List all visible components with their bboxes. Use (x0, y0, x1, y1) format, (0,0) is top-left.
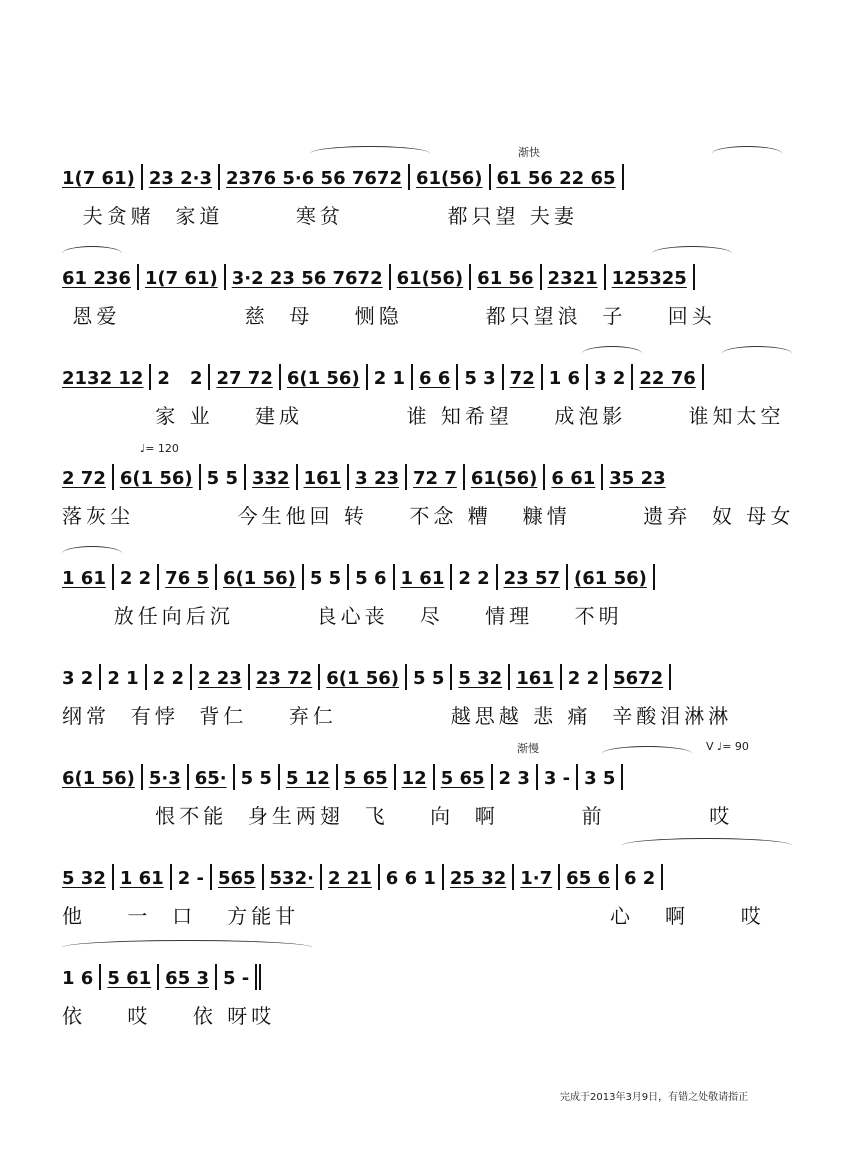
barline (450, 564, 452, 590)
measure: 5672 (613, 668, 664, 689)
measure: 5 65 (440, 768, 485, 789)
barline (389, 264, 391, 290)
barline (248, 664, 250, 690)
measure: 2 1 (373, 368, 406, 389)
barline (601, 464, 603, 490)
barline (405, 464, 407, 490)
measure: 6 6 (419, 368, 451, 389)
barline (215, 964, 217, 990)
measure: 1 61 (119, 868, 164, 889)
barline (170, 864, 172, 890)
measure: 65 6 (566, 868, 611, 889)
lyrics-row: 依 哎 依 呀哎 (62, 1004, 276, 1028)
barline (586, 364, 588, 390)
barline (262, 864, 264, 890)
measure: 1 61 (400, 568, 445, 589)
measure: 25 32 (449, 868, 507, 889)
notation-row (62, 660, 792, 690)
barline (411, 364, 413, 390)
barline (347, 464, 349, 490)
barline (450, 664, 452, 690)
measure: 23 2·3 (148, 168, 213, 189)
measure: 2 2 (119, 568, 152, 589)
barline (566, 564, 568, 590)
barline (224, 264, 226, 290)
barline (278, 764, 280, 790)
barline (336, 764, 338, 790)
barline (302, 564, 304, 590)
measure: 2132 12 (62, 368, 144, 389)
slur (602, 746, 692, 761)
barline (190, 664, 192, 690)
measure: 5 61 (107, 968, 152, 989)
barline (405, 664, 407, 690)
measure: 5·3 (148, 768, 181, 789)
barline (199, 464, 201, 490)
barline (347, 564, 349, 590)
slur (582, 346, 642, 361)
barline (378, 864, 380, 890)
measure: 2 3 (498, 768, 530, 789)
barline (693, 264, 695, 290)
notation-row (62, 960, 792, 990)
measure: 3·2 23 56 7672 (231, 268, 383, 289)
barline (233, 764, 235, 790)
notation-row (62, 460, 792, 490)
barline (540, 264, 542, 290)
barline (536, 764, 538, 790)
barline (491, 764, 493, 790)
measure: 23 57 (503, 568, 561, 589)
slur (722, 346, 792, 361)
barline (560, 664, 562, 690)
barline (318, 664, 320, 690)
measure: 61 236 (62, 268, 131, 289)
barline (621, 764, 623, 790)
barline (149, 364, 151, 390)
barline (489, 164, 491, 190)
barline (208, 364, 210, 390)
measure: 6 61 (551, 468, 596, 489)
measure: 6(1 56) (62, 768, 135, 789)
barline (653, 564, 655, 590)
barline (218, 164, 220, 190)
barline (99, 964, 101, 990)
measure: 6 2 (624, 868, 656, 889)
measure: 161 (303, 468, 342, 489)
measure: 61 56 (477, 268, 534, 289)
barline (145, 664, 147, 690)
barline (296, 464, 298, 490)
measure: 2 2 (458, 568, 490, 589)
barline (543, 464, 545, 490)
barline (112, 864, 114, 890)
measure: 5 65 (343, 768, 388, 789)
tempo-marking: 渐慢 (517, 742, 539, 755)
lyrics-row: 他 一 口 方能甘 心 啊 哎 (62, 904, 765, 928)
barline (279, 364, 281, 390)
barline (141, 164, 143, 190)
measure: 1 61 (62, 568, 106, 589)
measure: 35 23 (609, 468, 666, 489)
barline (622, 164, 624, 190)
measure: 1·7 (520, 868, 553, 889)
lyrics-row: 恩爱 慈 母 恻隐 都只望浪 子 回头 (62, 304, 716, 328)
measure: 5 12 (285, 768, 330, 789)
barline (157, 564, 159, 590)
measure: 3 2 (62, 668, 94, 689)
measure: 65 3 (165, 968, 210, 989)
notation-row (62, 760, 792, 790)
barline (616, 864, 618, 890)
measure: 2 72 (62, 468, 106, 489)
measure: 6(1 56) (119, 468, 193, 489)
barline (631, 364, 633, 390)
measure: 2 21 (327, 868, 372, 889)
measure: 2 - (177, 868, 204, 889)
slur (62, 940, 312, 955)
barline (112, 564, 114, 590)
barline (442, 864, 444, 890)
barline (187, 764, 189, 790)
measure: 27 72 (216, 368, 273, 389)
notation-row (62, 860, 792, 890)
lyrics-row: 放任向后沉 良心丧 尽 情理 不明 (62, 604, 623, 628)
barline (394, 764, 396, 790)
measure: 76 5 (165, 568, 210, 589)
tempo-marking: ♩= 120 (140, 442, 179, 455)
measure: 2376 5·6 56 7672 (226, 168, 402, 189)
barline (661, 864, 663, 890)
measure: 3 5 (584, 768, 616, 789)
measure: 332 (252, 468, 290, 489)
measure: 3 - (543, 768, 571, 789)
barline (244, 464, 246, 490)
measure: 5 32 (62, 868, 106, 889)
measure: 2 (157, 368, 170, 389)
final-barline (255, 964, 257, 990)
measure: 5 5 (206, 468, 238, 489)
measure: 12 (401, 768, 427, 789)
measure: 5 32 (458, 668, 503, 689)
barline (512, 864, 514, 890)
measure: 22 76 (639, 368, 696, 389)
measure: (61 56) (574, 568, 647, 589)
measure: 6(1 56) (286, 368, 360, 389)
slur (310, 146, 430, 161)
measure: 5 5 (413, 668, 445, 689)
barline (408, 164, 410, 190)
notation-row (62, 360, 792, 390)
measure: 3 23 (355, 468, 399, 489)
measure: 2 2 (152, 668, 184, 689)
notation-row (62, 160, 792, 190)
measure: 532· (269, 868, 314, 889)
lyrics-row: 落灰尘 今生他回 转 不念 糟 糠情 遗弃 奴 母女 (62, 504, 795, 528)
measure: 61 56 22 65 (496, 168, 616, 189)
measure: 2 (189, 368, 203, 389)
barline (576, 764, 578, 790)
measure: 565 (217, 868, 256, 889)
measure: 5 5 (309, 568, 342, 589)
measure: 61(56) (415, 168, 483, 189)
measure: 6(1 56) (223, 568, 296, 589)
barline (433, 764, 435, 790)
slur (622, 838, 792, 853)
slur (652, 246, 732, 261)
barline (393, 564, 395, 590)
barline (508, 664, 510, 690)
measure: 3 2 (594, 368, 626, 389)
measure: 2321 (547, 268, 598, 289)
measure: 1(7 61) (62, 168, 135, 189)
measure: 5 - (223, 968, 250, 989)
barline (320, 864, 322, 890)
measure: 61(56) (396, 268, 464, 289)
slur (62, 246, 122, 261)
measure: 6(1 56) (326, 668, 400, 689)
measure: 5 5 (240, 768, 272, 789)
barline (463, 464, 465, 490)
barline (469, 264, 471, 290)
measure: 2 2 (567, 668, 600, 689)
barline (502, 364, 504, 390)
barline (702, 364, 704, 390)
lyrics-row: 夫贪赌 家道 寒贫 都只望 夫妻 (62, 204, 578, 228)
barline (605, 664, 607, 690)
barline (669, 664, 671, 690)
measure: 5 6 (355, 568, 387, 589)
measure: 1 6 (548, 368, 581, 389)
barline (157, 964, 159, 990)
barline (215, 564, 217, 590)
measure: 125325 (611, 268, 687, 289)
tempo-marking: V ♩= 90 (706, 740, 749, 753)
measure: 72 7 (413, 468, 457, 489)
barline (456, 364, 458, 390)
measure: 72 (509, 368, 535, 389)
slur (62, 546, 122, 561)
barline (496, 564, 498, 590)
measure: 6 6 1 (385, 868, 436, 889)
barline (210, 864, 212, 890)
measure: 23 72 (255, 668, 313, 689)
completion-note: 完成于2013年3月9日，有错之处敬请指正 (560, 1092, 749, 1103)
measure: 2 23 (197, 668, 242, 689)
measure: 2 1 (107, 668, 139, 689)
tempo-marking: 渐快 (518, 146, 540, 159)
barline (99, 664, 101, 690)
barline (141, 764, 143, 790)
measure: 5 3 (464, 368, 496, 389)
lyrics-row: 家 业 建成 谁 知希望 成泡影 谁知太空 (62, 404, 785, 428)
lyrics-row: 纲常 有悖 背仁 弃仁 越思越 悲 痛 辛酸泪淋淋 (62, 704, 733, 728)
measure: 1(7 61) (144, 268, 218, 289)
notation-row (62, 260, 792, 290)
notation-row (62, 560, 792, 590)
measure: 161 (516, 668, 554, 689)
measure: 1 6 (62, 968, 94, 989)
barline (558, 864, 560, 890)
barline (541, 364, 543, 390)
lyrics-row: 恨不能 身生两翅 飞 向 啊 前 哎 (62, 804, 734, 828)
measure: 61(56) (470, 468, 538, 489)
slur (712, 146, 782, 161)
measure: 65· (194, 768, 227, 789)
barline (112, 464, 114, 490)
barline (137, 264, 139, 290)
barline (604, 264, 606, 290)
barline (366, 364, 368, 390)
